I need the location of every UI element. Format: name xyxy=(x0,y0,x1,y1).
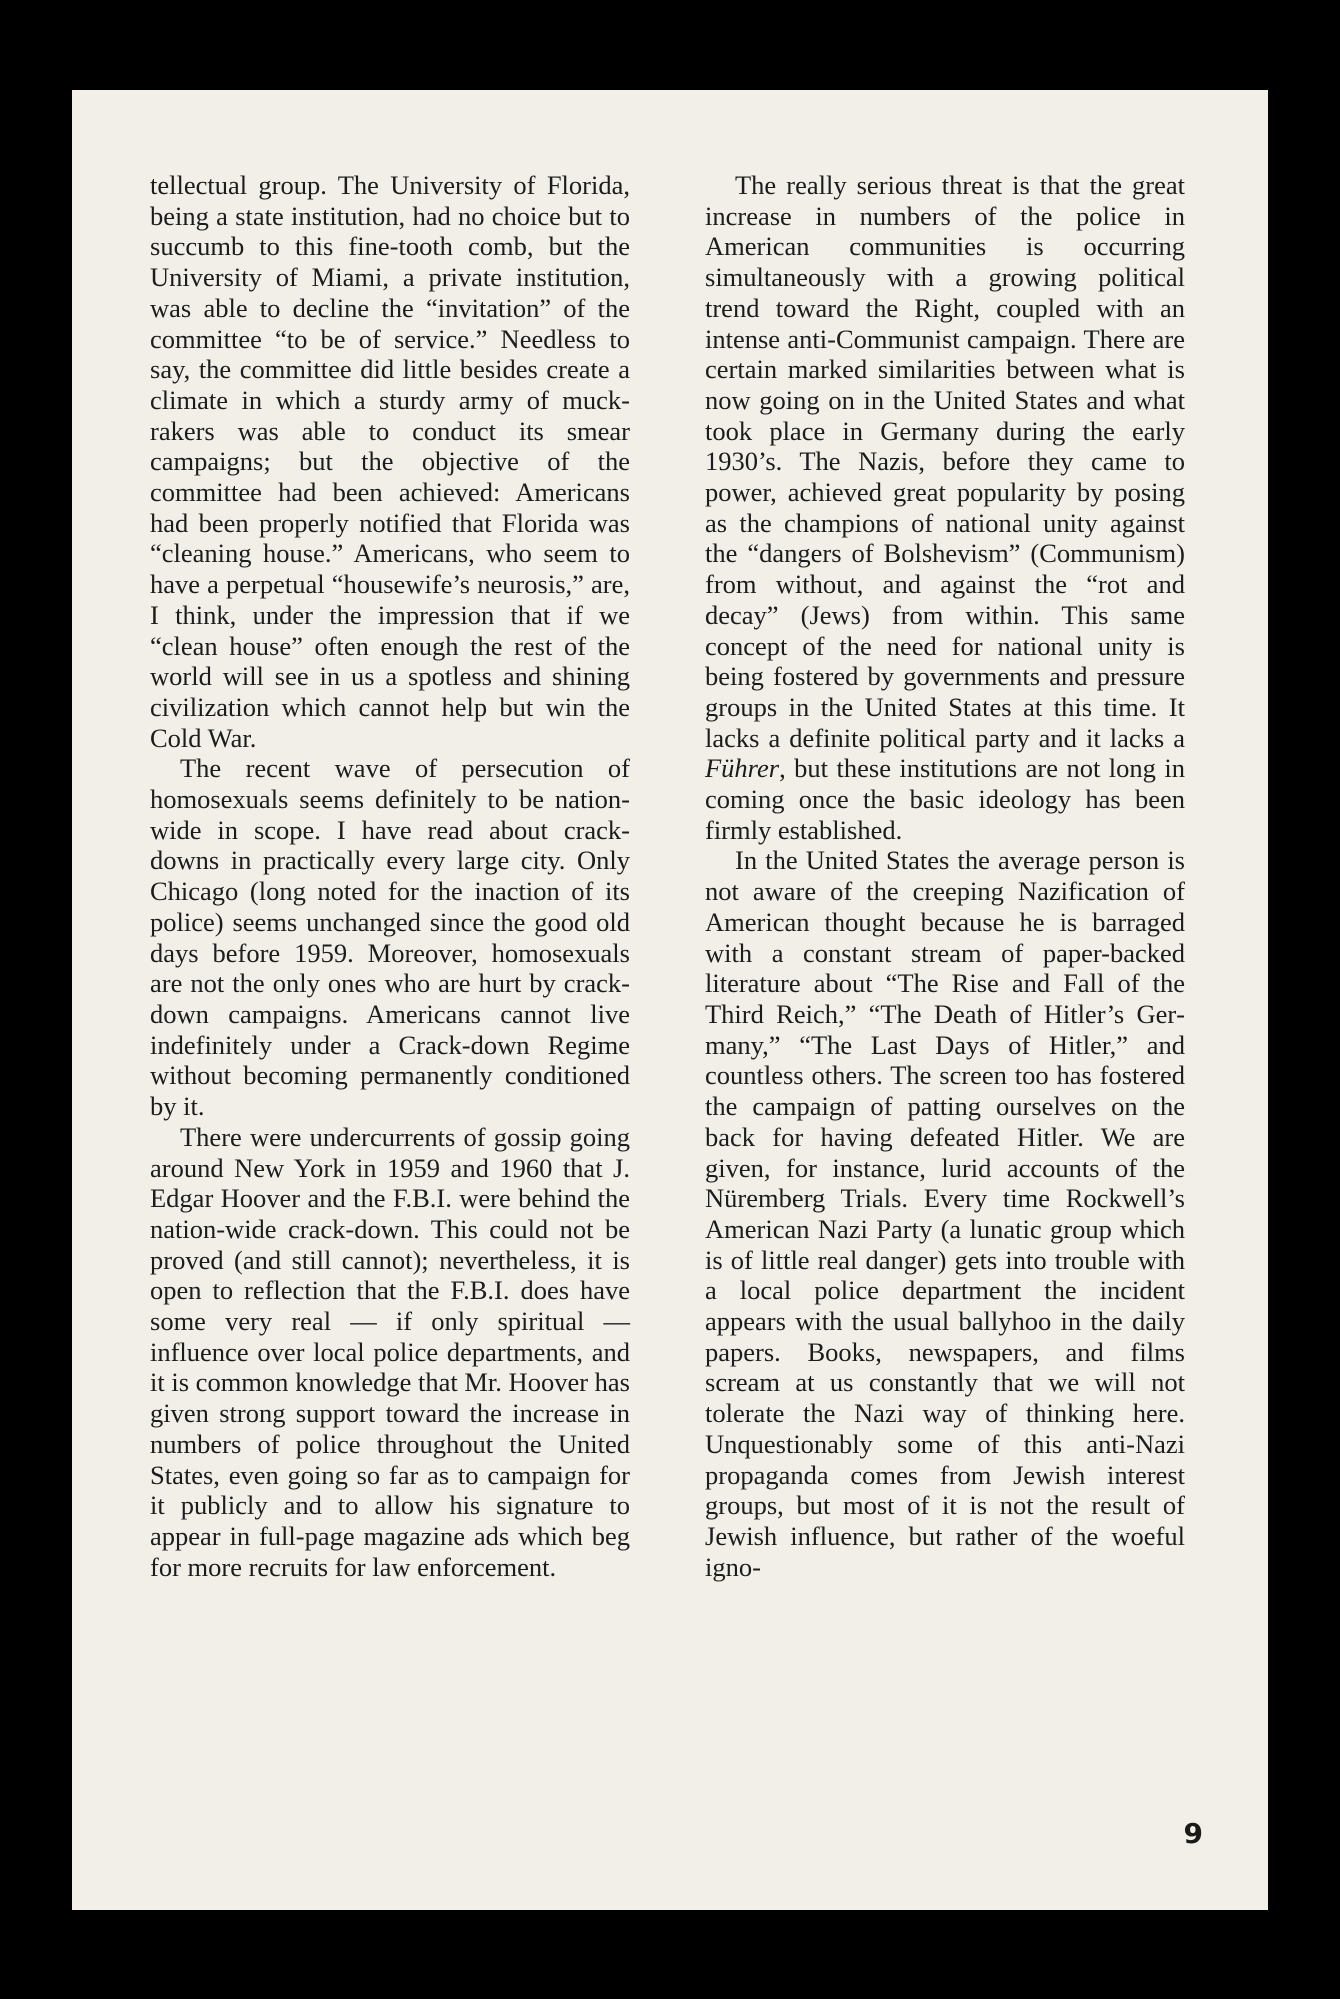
paragraph: The recent wave of persecution of homosexuals seems definitely to be nation-wide in scope. I have read about crack-downs in practically every large city. Only Chicago (long noted for the inaction of its police) seems unchanged since the good old days before 1959. Moreover, homosexuals are not the only ones who are hurt by crack-down campaigns. Americans cannot live indefinitely under a Crack-down Regime without becoming permanently conditioned by it. xyxy=(150,753,630,1122)
left-text-column xyxy=(150,170,630,1582)
paragraph: There were undercurrents of gossip going around New York in 1959 and 1960 that J. Edgar Hoover and the F.B.I. were behind the nation-wide crack-down. This could not be proved (and still cannot); nevertheless, it is open to reflection that the F.B.I. does have some very real — if only spiritual — influence over local police departments, and it is common knowledge that Mr. Hoover has given strong support toward the increase in numbers of police throughout the United States, even going so far as to campaign for it publicly and to allow his signature to appear in full-page magazine ads which beg for more recruits for law enforcement. xyxy=(150,1121,630,1582)
magazine-page xyxy=(72,90,1268,1910)
paragraph: In the United States the average person is not aware of the creeping Nazification of American thought because he is barraged with a constant stream of paper-backed literature about “The Rise and Fall of the Third Reich,” “The Death of Hitler’s Germany,” “The Last Days of Hitler,” and countless others. The screen too has fostered the campaign of patting ourselves on the back for having defeated Hitler. We are given, for instance, lurid accounts of the Nüremberg Trials. Every time Rockwell’s American Nazi Party (a lunatic group which is of little real danger) gets into trouble with a local police department the incident appears with the usual ballyhoo in the daily papers. Books, newspapers, and films scream at us constantly that we will not tolerate the Nazi way of thinking here. Unquestionably some of this anti-Nazi propaganda comes from Jewish interest groups, but most of it is not the result of Jewish influence, but rather of the woeful igno- xyxy=(705,845,1185,1582)
paragraph: The really serious threat is that the great increase in numbers of the police in American communities is occurring simultaneously with a growing political trend toward the Right, coupled with an intense anti-Communist campaign. There are certain marked similarities between what is now going on in the United States and what took place in Germany during the early 1930’s. The Nazis, before they came to power, achieved great popularity by posing as the champions of national unity against the “dangers of Bolshevism” (Communism) from without, and against the “rot and decay” (Jews) from within. This same concept of the need for national unity is being fostered by governments and pressure groups in the United States at this time. It lacks a definite political party and it lacks a Führer, but these institutions are not long in coming once the basic ideology has been firmly established. xyxy=(705,170,1185,845)
paragraph: tellectual group. The University of Florida, being a state institution, had no choice but to succumb to this fine-tooth comb, but the University of Miami, a private institution, was able to decline the “invitation” of the committee “to be of service.” Needless to say, the committee did little besides create a climate in which a sturdy army of muck-rakers was able to conduct its smear campaigns; but the objective of the committee had been achieved: Americans had been properly notified that Florida was “cleaning house.” Americans, who seem to have a perpetual “housewife’s neurosis,” are, I think, under the impression that if we “clean house” often enough the rest of the world will see in us a spotless and shining civilization which cannot help but win the Cold War. xyxy=(150,170,630,753)
page-number: 9 xyxy=(1183,1817,1203,1850)
italic-term: Führer xyxy=(705,753,780,784)
right-text-column xyxy=(705,170,1185,1582)
